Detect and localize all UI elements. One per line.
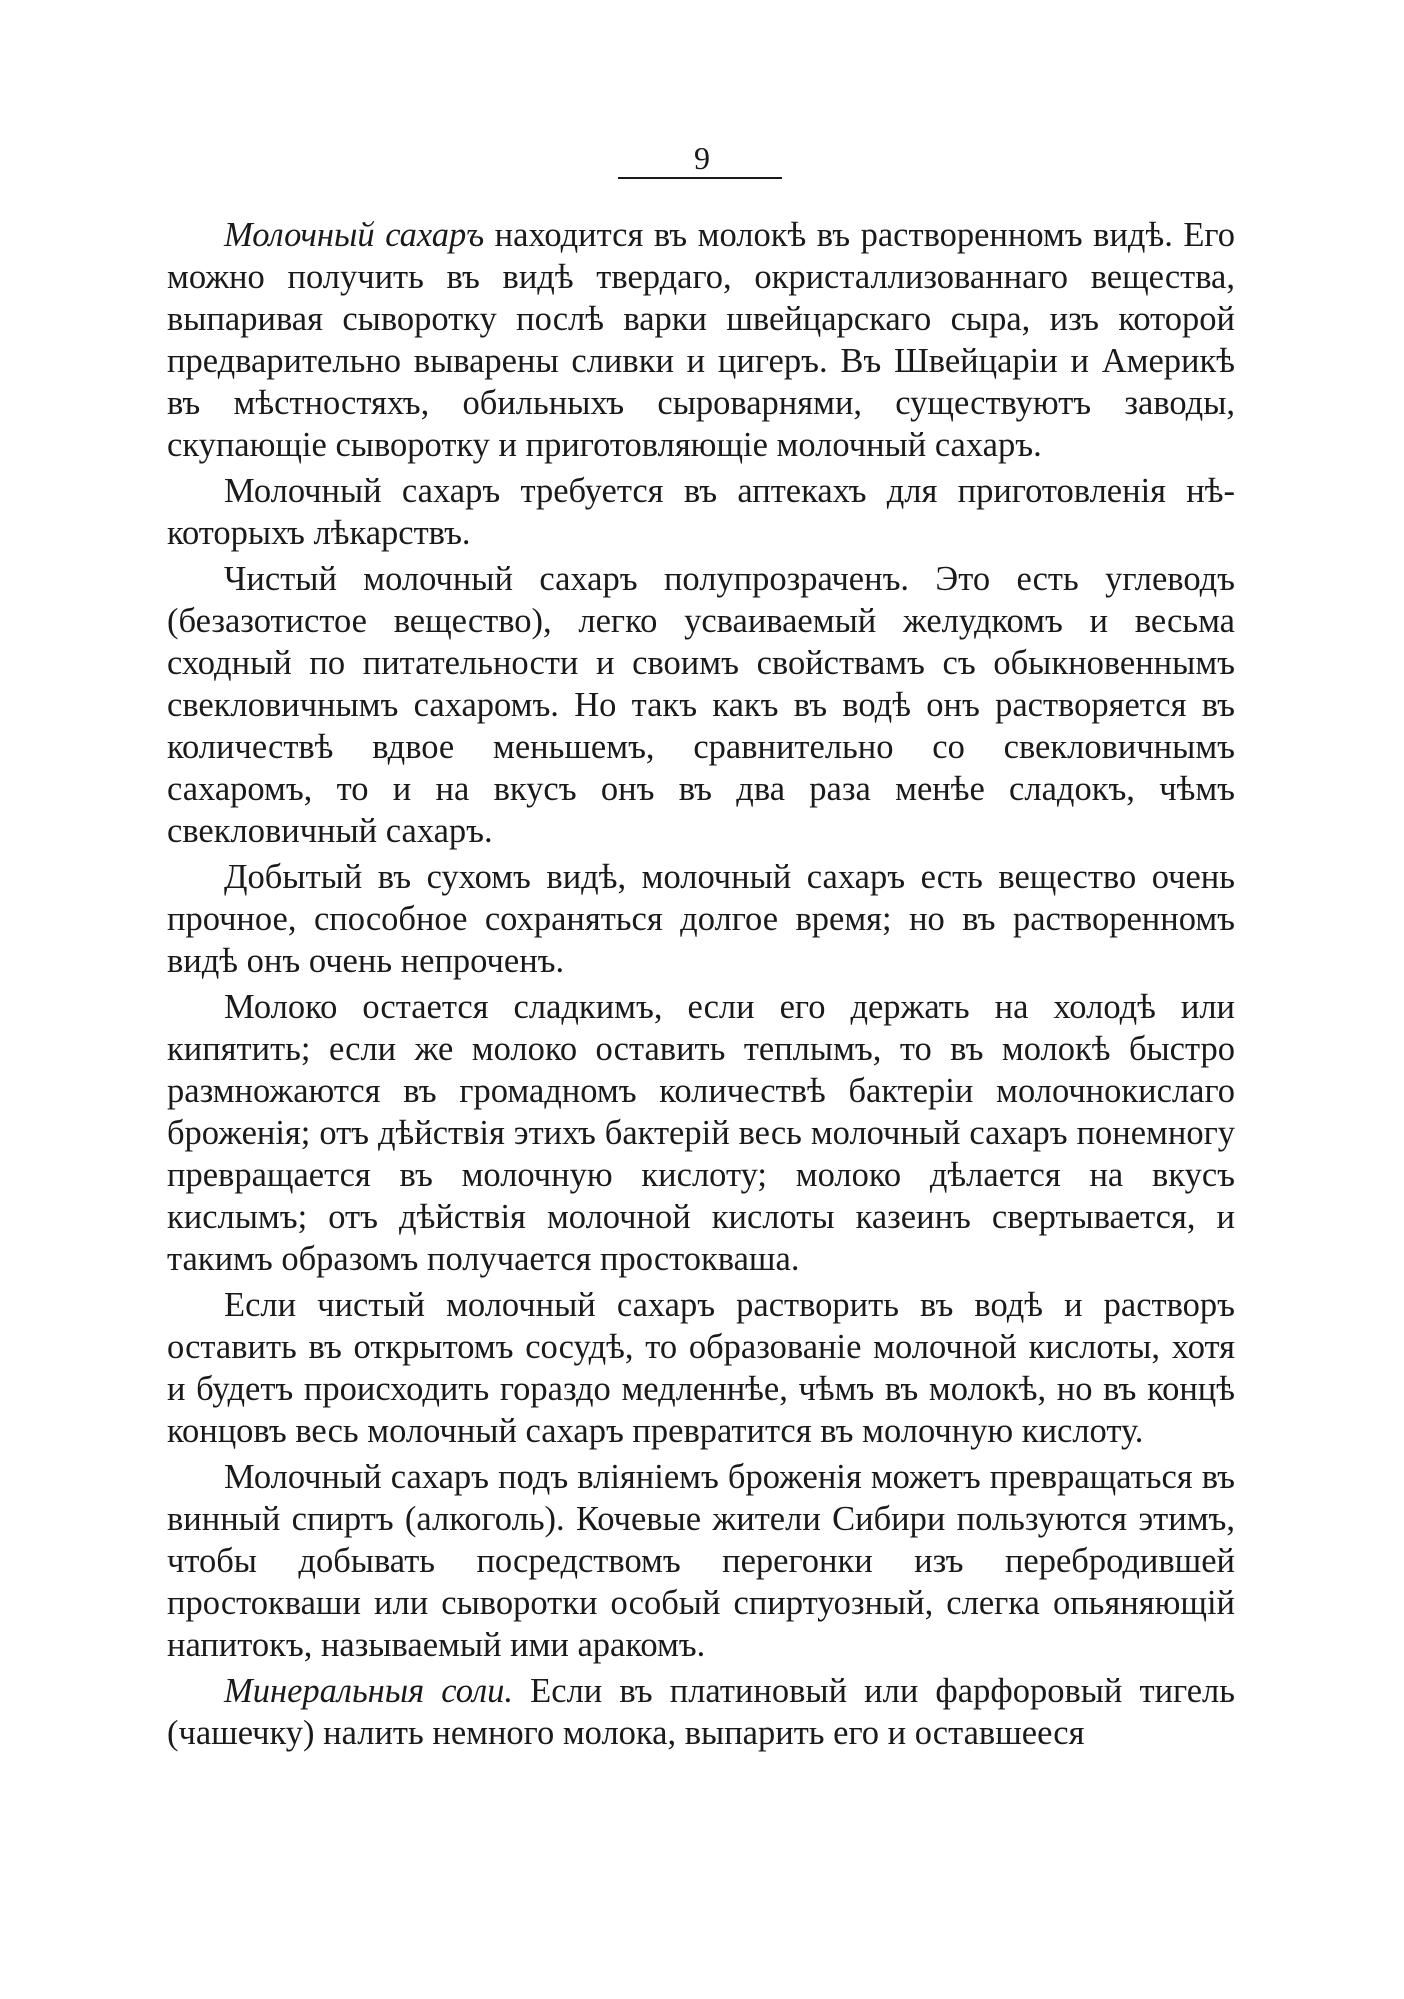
paragraph-text: Если въ платиновый или фарфоровый тигель (чашечку) налить немного молока, выпарить его и оставшееся <box>167 1672 1235 1752</box>
page-number-rule <box>618 177 782 179</box>
paragraph-souring <box>167 986 1235 1280</box>
paragraph-milk-sugar <box>167 214 1235 466</box>
paragraph-fermentation <box>167 1456 1235 1666</box>
paragraph-mineral-salts <box>167 1670 1235 1754</box>
page-number: 9 <box>694 140 710 176</box>
paragraph-text: находится въ молокѣ въ растворенномъ видѣ. Его можно получить въ видѣ твердаго, окристаллизованнаго вещества, выпаривая сыворотку послѣ варки швейцарскаго сыра, изъ которой предварительно выварены сливки и цигеръ. Въ Швейцаріи и Америкѣ въ мѣстностяхъ, обильныхъ сыроварнями, существуютъ заводы, скупающіе сыворотку и приготовляющіе молочный сахаръ. <box>167 216 1235 464</box>
paragraph-pure-sugar <box>167 558 1235 852</box>
paragraph-lead-italic: Минеральныя соли. <box>224 1672 514 1710</box>
paragraph-text: Чистый молочный сахаръ полупрозраченъ. Это есть углеводъ (безазотистое вещество), легко усваиваемый желудкомъ и весьма сходный по питательности и своимъ свойствамъ съ обыкновеннымъ свекловичнымъ сахаромъ. Но такъ какъ въ водѣ онъ растворяется въ количествѣ вдвое меньшемъ, сравнительно со свекловичнымъ сахаромъ, то и на вкусъ онъ въ два раза менѣе сладокъ, чѣмъ свекловичный сахаръ. <box>167 560 1235 850</box>
paragraph-dry-form <box>167 856 1235 982</box>
body-text <box>167 214 1235 1758</box>
paragraph-text: Молочный сахаръ требуется въ аптекахъ для приготовленія нѣкоторыхъ лѣкарствъ. <box>167 472 1235 552</box>
paragraph-text: Если чистый молочный сахаръ растворить въ водѣ и растворъ оставить въ открытомъ сосудѣ, то образованіе молочной кислоты, хотя и будетъ происходить гораздо медленнѣе, чѣмъ въ молокѣ, но въ концѣ концовъ весь молочный сахаръ превратится въ молочную кислоту. <box>167 1286 1235 1450</box>
paragraph-text: Добытый въ сухомъ видѣ, молочный сахаръ есть вещество очень прочное, способное сохраняться долгое время; но въ растворенномъ видѣ онъ очень непроченъ. <box>167 858 1235 980</box>
paragraph-lead-italic: Молочный сахаръ <box>224 216 485 254</box>
paragraph-open-vessel <box>167 1284 1235 1452</box>
paragraph-text: Молочный сахаръ подъ вліяніемъ броженія можетъ превращаться въ винный спиртъ (алкоголь). Кочевые жители Сибири пользуются этимъ, чтобы добывать посредствомъ перегонки изъ перебродившей простокваши или сыворотки особый спиртуозный, слегка опьяняющій напитокъ, называемый ими аракомъ. <box>167 1458 1235 1664</box>
paragraph-pharmacy <box>167 470 1235 554</box>
paragraph-text: Молоко остается сладкимъ, если его держать на холодѣ или кипятить; если же молоко оставить теплымъ, то въ молокѣ быстро размножаются въ громадномъ количествѣ бактеріи молочнокислаго броженія; отъ дѣйствія этихъ бактерій весь молочный сахаръ понемногу превращается въ молочную кислоту; молоко дѣлается на вкусъ кислымъ; отъ дѣйствія молочной кислоты казеинъ свертывается, и такимъ образомъ получается простокваша. <box>167 988 1235 1278</box>
